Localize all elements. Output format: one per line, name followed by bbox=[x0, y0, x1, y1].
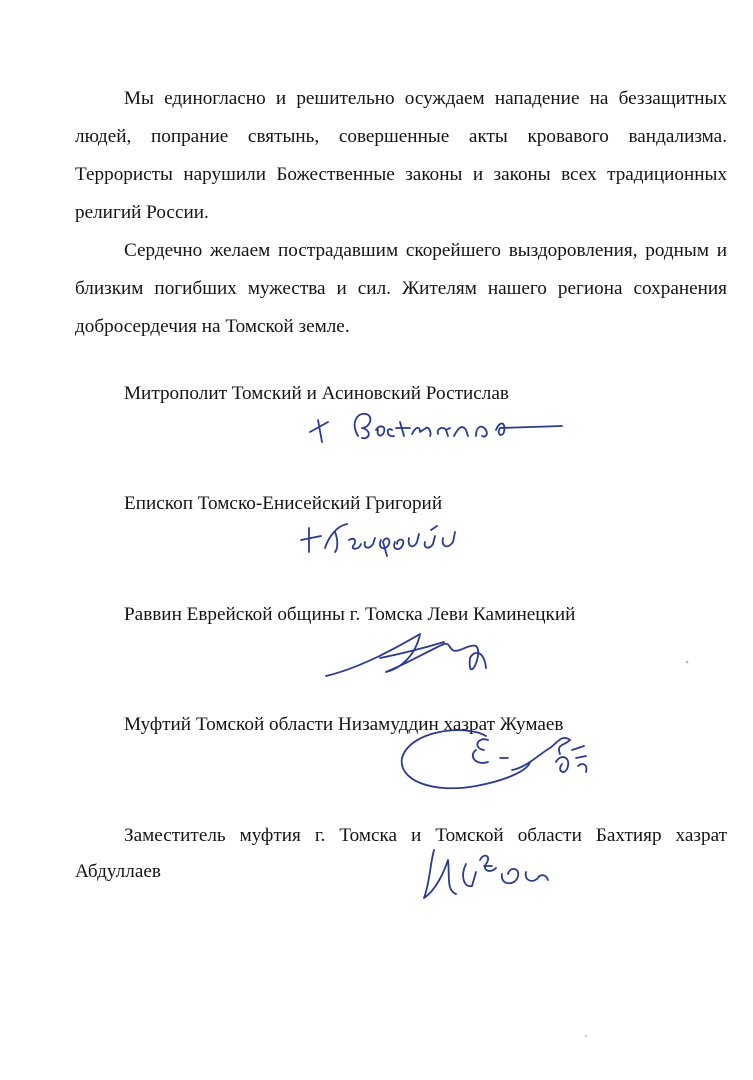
signatory-title-metropolitan: Митрополит Томский и Асиновский Ростислав bbox=[124, 383, 509, 404]
signatory-title-bishop: Епископ Томско-Енисейский Григорий bbox=[124, 493, 443, 514]
signatory-title-rabbi: Раввин Еврейской общины г. Томска Леви Каминецкий bbox=[124, 604, 576, 625]
signatory-title-mufti: Муфтий Томской области Низамуддин хазрат Жумаев bbox=[124, 714, 564, 735]
paragraph-condemnation: Мы единогласно и решительно осуждаем нападение на беззащитных людей, попрание святынь, совершенные акты кровавого вандализма. Террористы нарушили Божественные законы и законы всех традиционных религий России. bbox=[75, 88, 727, 223]
paragraph-wishes: Сердечно желаем пострадавшим скорейшего выздоровления, родным и близким погибших мужества и сил. Жителям нашего региона сохранения добросердечия на Томской земле. bbox=[75, 240, 727, 337]
signatory-title-deputy-mufti: Заместитель муфтия г. Томска и Томской области Бахтияр хазрат Абдуллаев bbox=[75, 825, 727, 882]
